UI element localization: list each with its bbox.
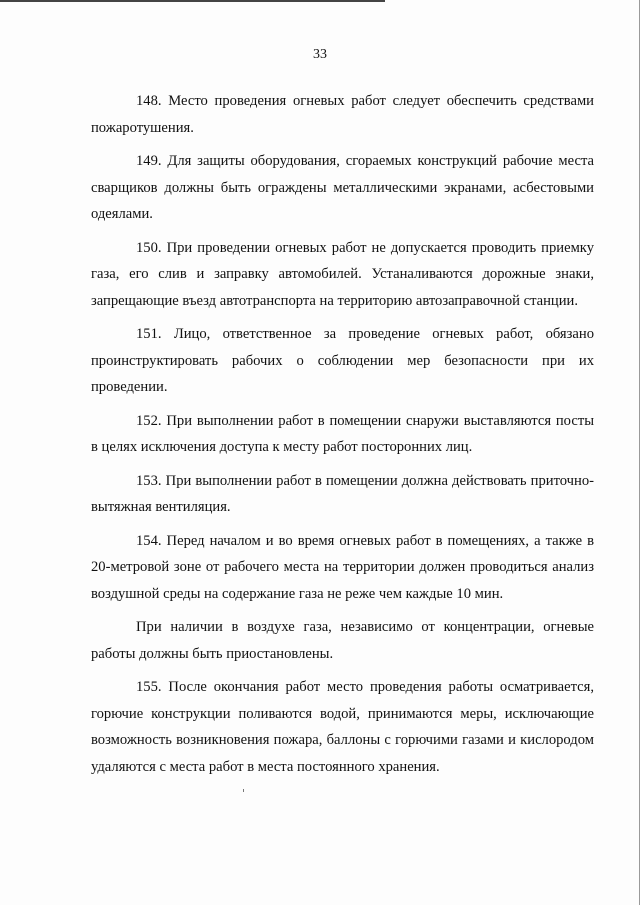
paragraph-148: 148. Место проведения огневых работ следует обеспечить средствами пожаротушения. [91, 93, 594, 136]
paragraph-150: 150. При проведении огневых работ не допускается проводить приемку газа, его слив и заправку автомобилей. Устаналиваются дорожные знаки, запрещающие въезд автотранспорта на территорию автозаправочной станции. [91, 239, 594, 309]
scan-edge-top [0, 0, 385, 2]
page-number: 33 [313, 47, 327, 62]
paragraph-151: 151. Лицо, ответственное за проведение огневых работ, обязано проинструктировать рабочих о соблюдении мер безопасности при их проведении. [91, 326, 594, 395]
document-body [91, 88, 594, 787]
paragraph-153: 153. При выполнении работ в помещении должна действовать приточно-вытяжная вентиляция. [91, 472, 594, 515]
scan-speck [243, 789, 244, 792]
paragraph-154-continued: При наличии в воздухе газа, независимо от концентрации, огневые работы должны быть приостановлены. [91, 619, 594, 662]
paragraph-155: 155. После окончания работ место проведения работы осматривается, горючие конструкции поливаются водой, принимаются меры, исключающие возможность возникновения пожара, баллоны с горючими газами и кислородом удаляются с места работ в места постоянного хранения. [91, 679, 594, 775]
paragraph-149: 149. Для защиты оборудования, сгораемых конструкций рабочие места сварщиков должны быть ограждены металлическими экранами, асбестовыми одеялами. [91, 153, 594, 222]
paragraph-152: 152. При выполнении работ в помещении снаружи выставляются посты в целях исключения доступа к месту работ посторонних лиц. [91, 412, 594, 455]
paragraph-154: 154. Перед началом и во время огневых работ в помещениях, а также в 20-метровой зоне от рабочего места на территории должен проводиться анализ воздушной среды на содержание газа не реже чем каждые 10 мин. [91, 532, 594, 602]
